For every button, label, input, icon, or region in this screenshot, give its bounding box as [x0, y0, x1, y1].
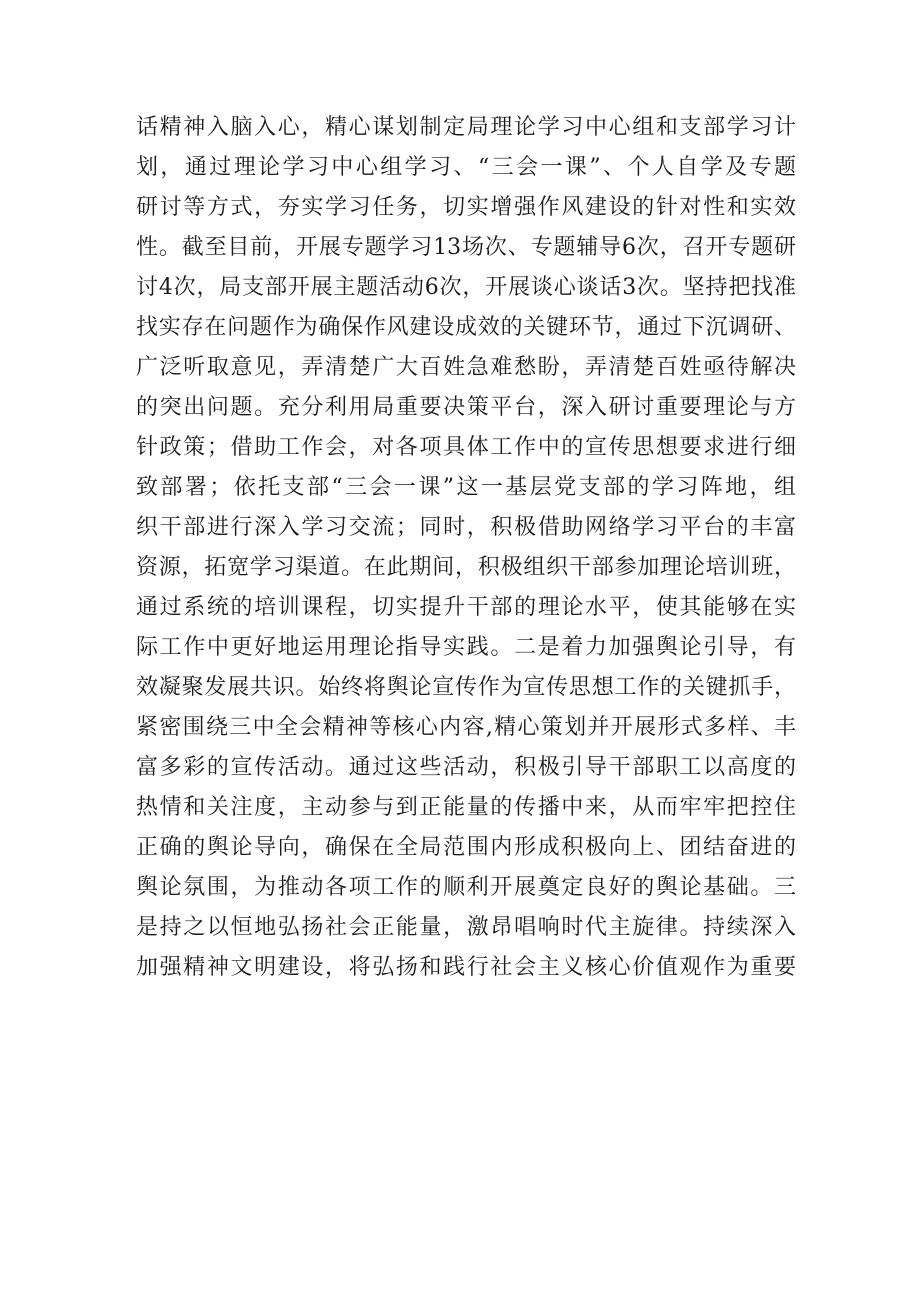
- text-line: 研讨等方式，夯实学习任务，切实增强作风建设的针对性和实效: [136, 195, 796, 220]
- text-line: 热情和关注度，主动参与到正能量的传播中来，从而牢牢把控住: [136, 795, 796, 820]
- text-line: 针政策；借助工作会，对各项具体工作中的宣传思想要求进行细: [136, 435, 796, 460]
- text-line: 加强精神文明建设，将弘扬和践行社会主义核心价值观作为重要: [136, 955, 796, 980]
- text-line: 广泛听取意见，弄清楚广大百姓急难愁盼，弄清楚百姓亟待解决: [136, 355, 796, 380]
- text-line: 的突出问题。充分利用局重要决策平台，深入研讨重要理论与方: [136, 395, 796, 420]
- text-line: 资源，拓宽学习渠道。在此期间，积极组织干部参加理论培训班，: [136, 555, 796, 580]
- text-line: 富多彩的宣传活动。通过这些活动，积极引导干部职工以高度的: [136, 755, 796, 780]
- text-line: 舆论氛围，为推动各项工作的顺利开展奠定良好的舆论基础。三: [136, 875, 796, 900]
- text-line: 紧密围绕三中全会精神等核心内容,精心策划并开展形式多样、丰: [136, 715, 796, 740]
- text-line: 效凝聚发展共识。始终将舆论宣传作为宣传思想工作的关键抓手，: [136, 675, 796, 700]
- text-line: 性。截至目前，开展专题学习13场次、专题辅导6次，召开专题研: [136, 235, 796, 260]
- text-line: 际工作中更好地运用理论指导实践。二是着力加强舆论引导，有: [136, 635, 796, 660]
- text-line: 致部署；依托支部“三会一课”这一基层党支部的学习阵地，组: [136, 475, 796, 500]
- text-line: 划，通过理论学习中心组学习、“三会一课”、个人自学及专题: [136, 155, 796, 180]
- body-paragraph: [136, 108, 796, 988]
- text-line: 织干部进行深入学习交流；同时，积极借助网络学习平台的丰富: [136, 515, 796, 540]
- text-line: 是持之以恒地弘扬社会正能量，激昂唱响时代主旋律。持续深入: [136, 915, 796, 940]
- text-line: 讨4次，局支部开展主题活动6次，开展谈心谈话3次。坚持把找准: [136, 275, 796, 300]
- text-line: 通过系统的培训课程，切实提升干部的理论水平，使其能够在实: [136, 595, 796, 620]
- text-line: 话精神入脑入心，精心谋划制定局理论学习中心组和支部学习计: [136, 115, 796, 140]
- text-line: 正确的舆论导向，确保在全局范围内形成积极向上、团结奋进的: [136, 835, 796, 860]
- text-line: 找实存在问题作为确保作风建设成效的关键环节，通过下沉调研、: [136, 315, 796, 340]
